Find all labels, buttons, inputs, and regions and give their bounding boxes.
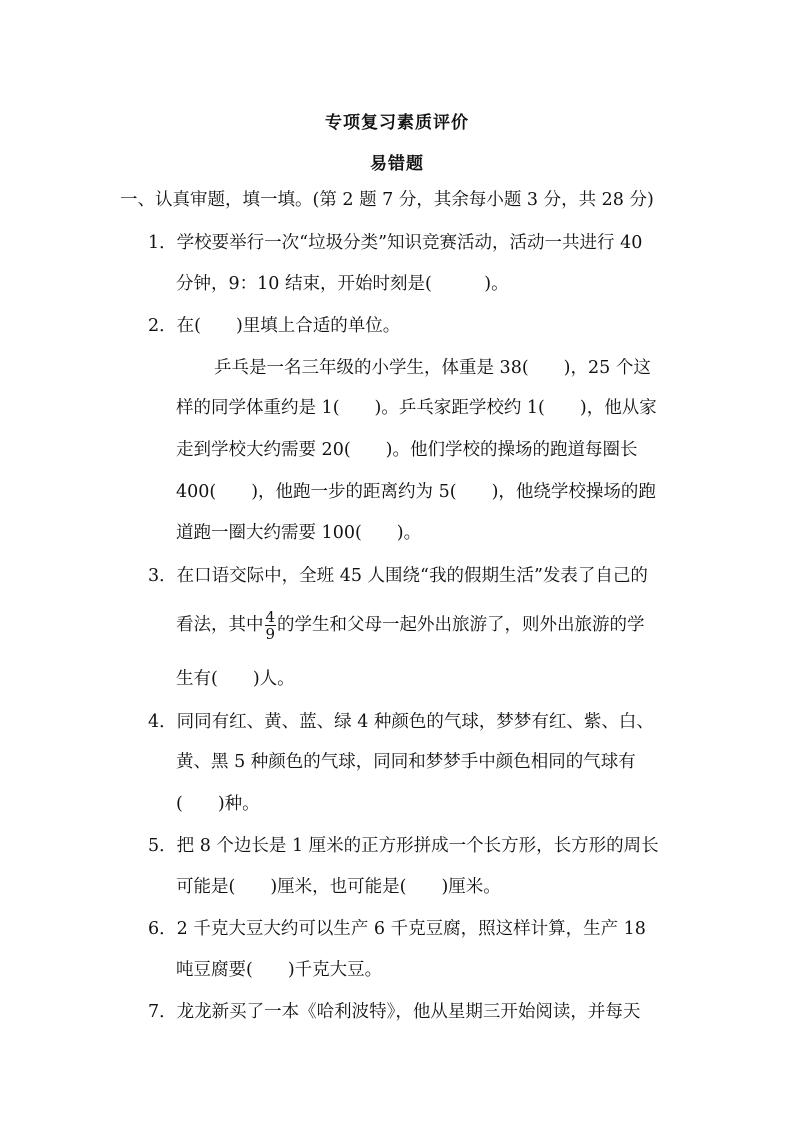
page-title: 专项复习素质评价 [325,113,469,133]
question-6-line-1: 6．2 千克大豆大约可以生产 6 千克豆腐，照这样计算，生产 18 [148,919,646,939]
question-6-line-2: 吨豆腐要( )千克大豆。 [176,960,383,980]
question-3-line-1: 3．在口语交际中，全班 45 人围绕“我的假期生活”发表了自己的 [148,566,648,586]
question-3-text-before-fraction: 看法，其中 [176,615,264,635]
question-2-line-1: 2．在( )里填上合适的单位。 [148,316,401,336]
question-3-line-3: 生有( )人。 [176,669,295,689]
question-3-text-after-fraction: 的学生和父母一起外出旅游了，则外出旅游的学 [277,615,645,635]
question-4-line-2: 黄、黑 5 种颜色的气球，同同和梦梦手中颜色相同的气球有 [176,752,636,772]
question-1-line-1: 1．学校要举行一次“垃圾分类”知识竞赛活动，活动一共进行 40 [148,233,643,253]
section-heading: 一、认真审题，填一填。(第 2 题 7 分，其余每小题 3 分，共 28 分) [120,190,654,210]
question-2-line-2: 乒乓是一名三年级的小学生，体重是 38( )，25 个这 [214,358,651,378]
question-5-line-2: 可能是( )厘米，也可能是( )厘米。 [176,877,501,897]
fraction-numerator: 4 [265,608,276,626]
question-1-line-2: 分钟，9：10 结束，开始时刻是( )。 [176,274,509,294]
question-3-line-2 [176,605,645,645]
question-2-line-3: 样的同学体重约是 1( )。乒乓家距学校约 1( )，他从家 [176,398,657,418]
question-4-line-1: 4．同同有红、黄、蓝、绿 4 种颜色的气球，梦梦有红、紫、白、 [148,712,654,732]
fraction-denominator: 9 [265,625,276,643]
question-4-line-3: ( )种。 [176,794,260,814]
question-5-line-1: 5．把 8 个边长是 1 厘米的正方形拼成一个长方形，长方形的周长 [148,836,659,856]
fraction-four-ninths [265,609,277,642]
question-2-line-6: 道跑一圈大约需要 100( )。 [176,523,422,543]
question-2-line-5: 400( )，他跑一步的距离约为 5( )，他绕学校操场的跑 [176,482,656,502]
question-7-line-1: 7．龙龙新买了一本《哈利波特》，他从星期三开始阅读，并每天 [148,1002,641,1022]
page-subtitle: 易错题 [370,154,424,174]
question-2-line-4: 走到学校大约需要 20( )。他们学校的操场的跑道每圈长 [176,440,638,460]
